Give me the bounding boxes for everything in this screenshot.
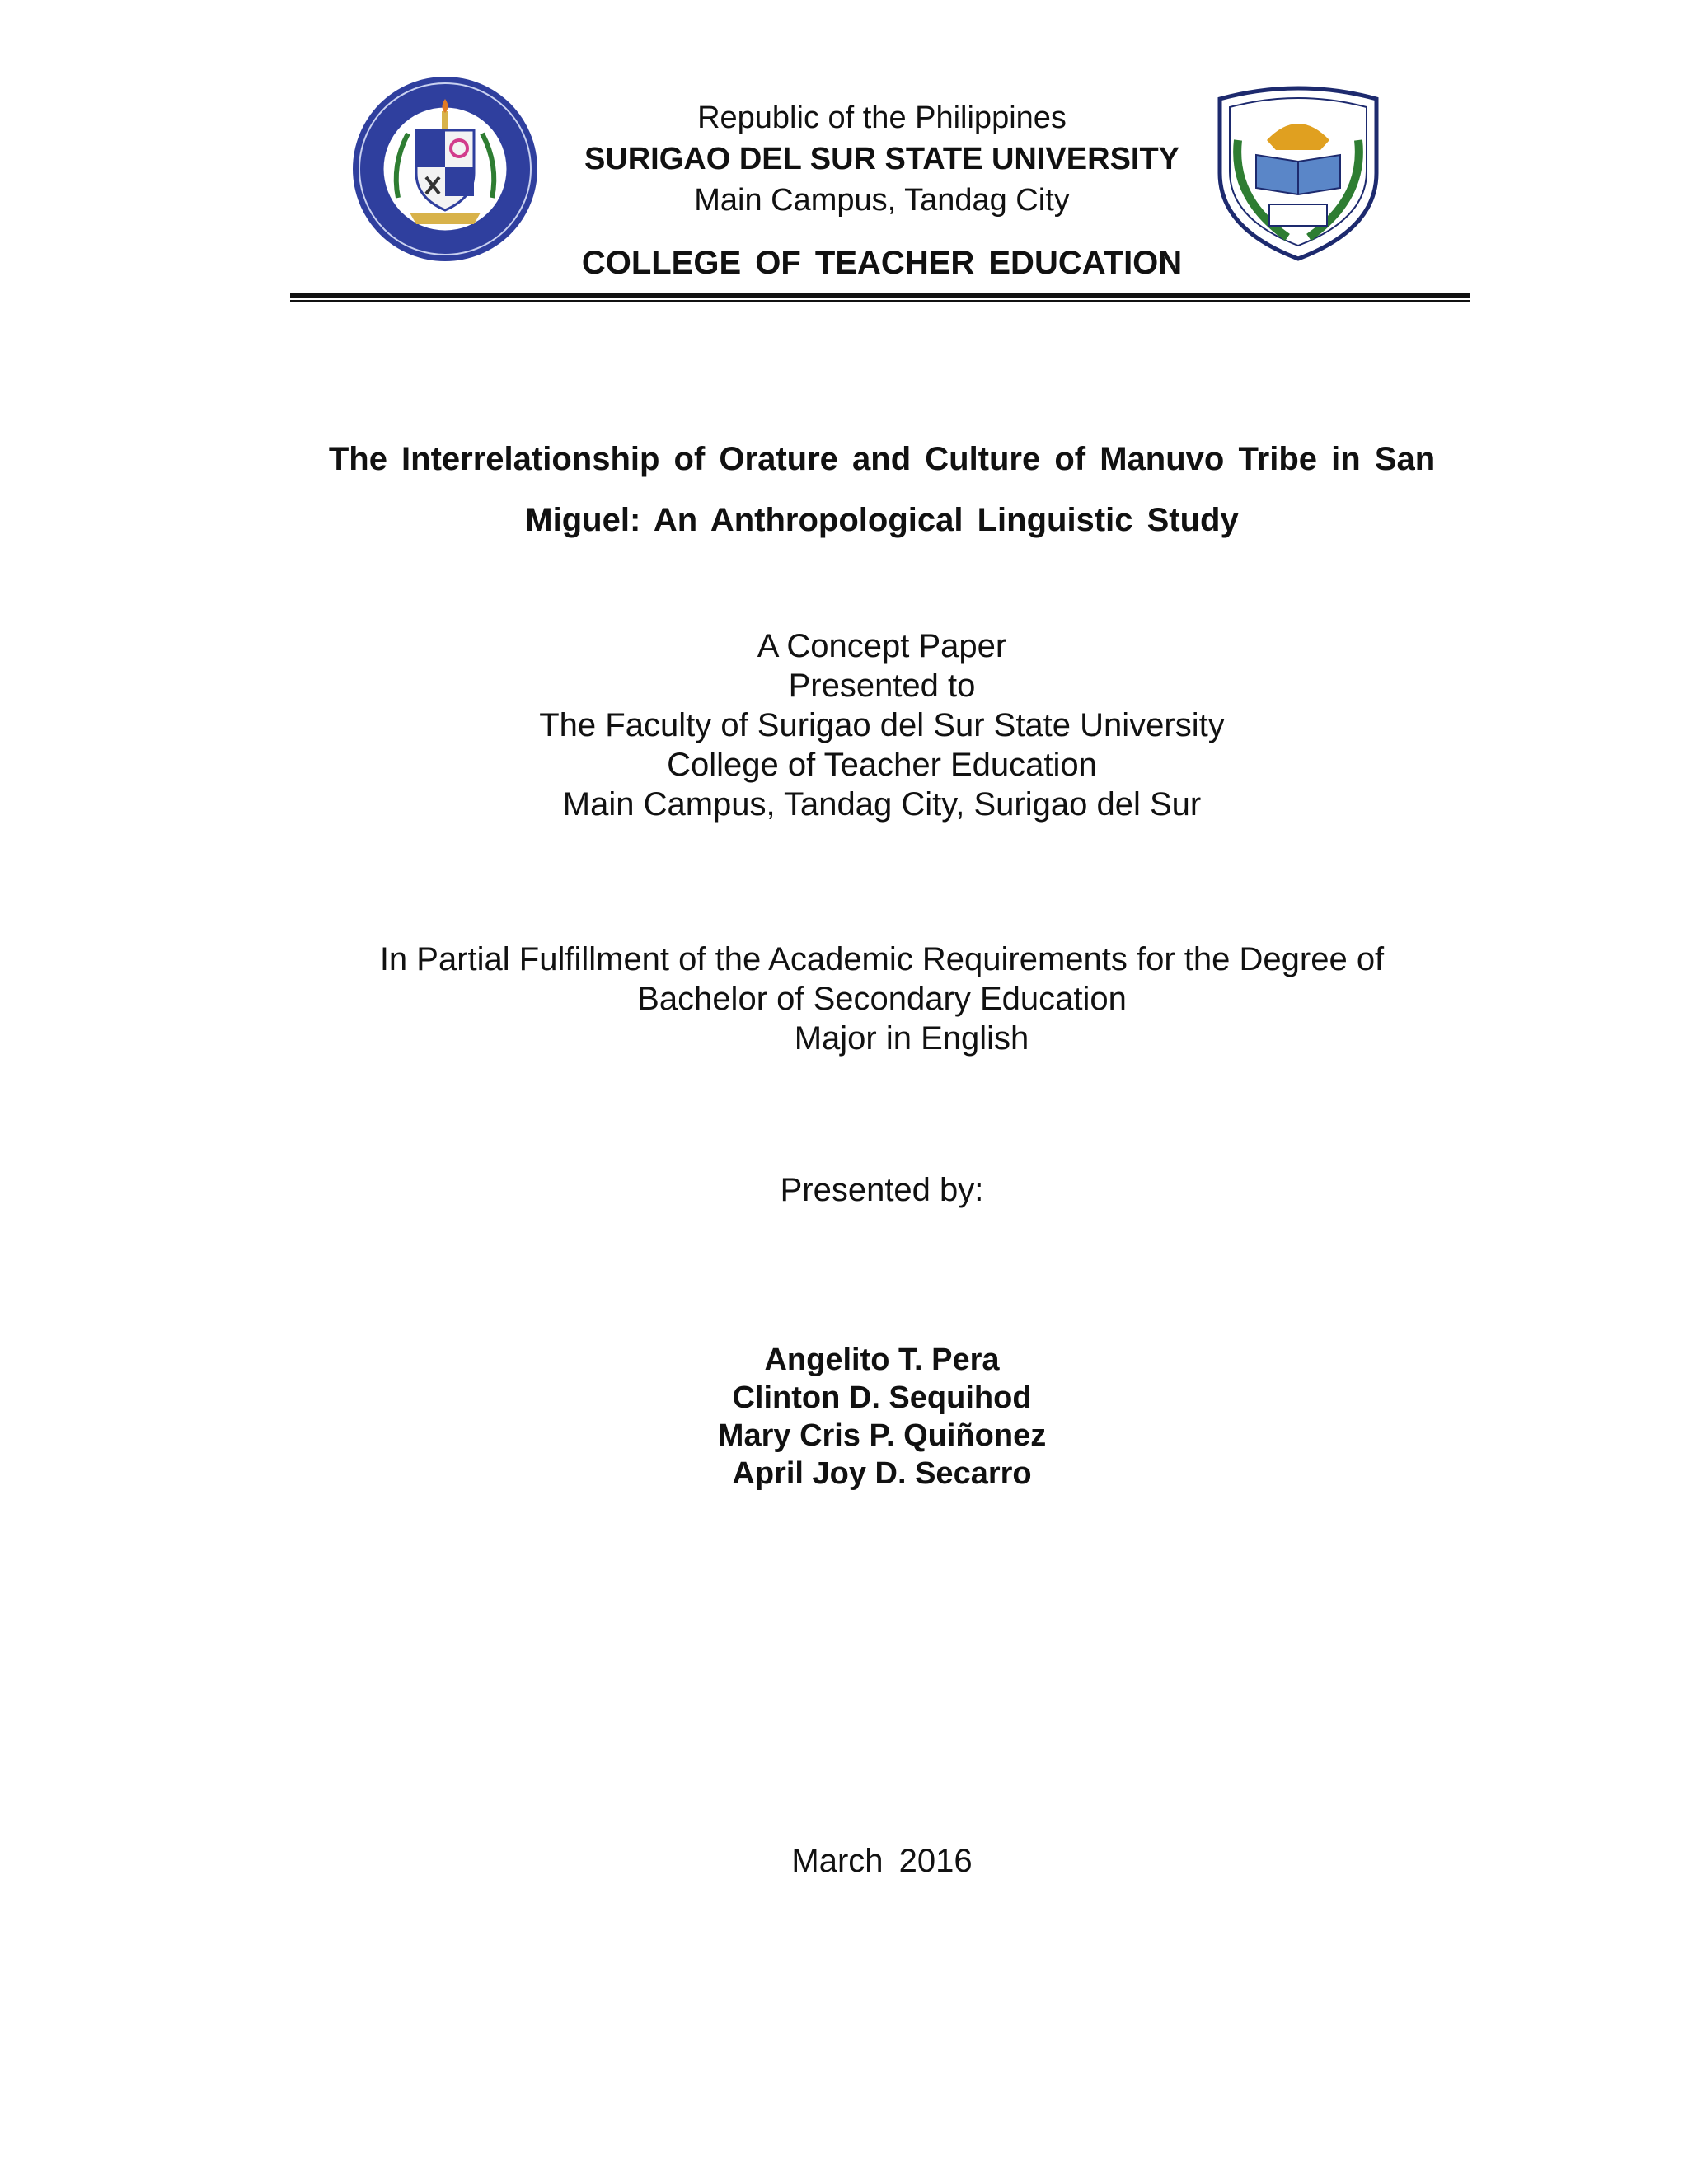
university-name: SURIGAO DEL SUR STATE UNIVERSITY [584, 142, 1180, 176]
fulfillment-line-1: In Partial Fulfillment of the Academic Requirements for the Degree of [379, 941, 1385, 977]
paper-title-line-2: Miguel: An Anthropological Linguistic Study [525, 502, 1239, 538]
concept-line-4: College of Teacher Education [667, 747, 1097, 783]
letterhead [495, 97, 1269, 221]
paper-title-line-1: The Interrelationship of Orature and Culture of Manuvo Tribe in San [328, 441, 1436, 477]
college-title: COLLEGE OF TEACHER EDUCATION [581, 245, 1183, 281]
paper-title [247, 429, 1517, 551]
concept-paper-block [247, 626, 1517, 824]
submission-date: March 2016 [791, 1843, 973, 1879]
fulfillment-block [247, 940, 1517, 1058]
author-name: Clinton D. Sequihod [732, 1380, 1032, 1415]
campus-line: Main Campus, Tandag City [694, 183, 1070, 218]
author-name: Angelito T. Pera [764, 1343, 1000, 1377]
college-shield-icon [1205, 82, 1391, 262]
author-name: Mary Cris P. Quiñonez [717, 1418, 1047, 1453]
concept-line-2: Presented to [788, 668, 976, 704]
presented-by-label: Presented by: [780, 1172, 984, 1208]
authors-list [247, 1341, 1517, 1493]
republic-line: Republic of the Philippines [697, 101, 1067, 135]
concept-line-5: Main Campus, Tandag City, Surigao del Sur [562, 786, 1202, 823]
fulfillment-line-2: Bachelor of Secondary Education [637, 981, 1127, 1017]
author-name: April Joy D. Secarro [732, 1456, 1032, 1491]
header-divider-thin [290, 300, 1470, 302]
concept-line-1: A Concept Paper [757, 628, 1007, 664]
fulfillment-line-3: Major in English [794, 1020, 1029, 1057]
header-divider-thick [290, 293, 1470, 298]
concept-line-3: The Faculty of Surigao del Sur State University [539, 707, 1225, 743]
